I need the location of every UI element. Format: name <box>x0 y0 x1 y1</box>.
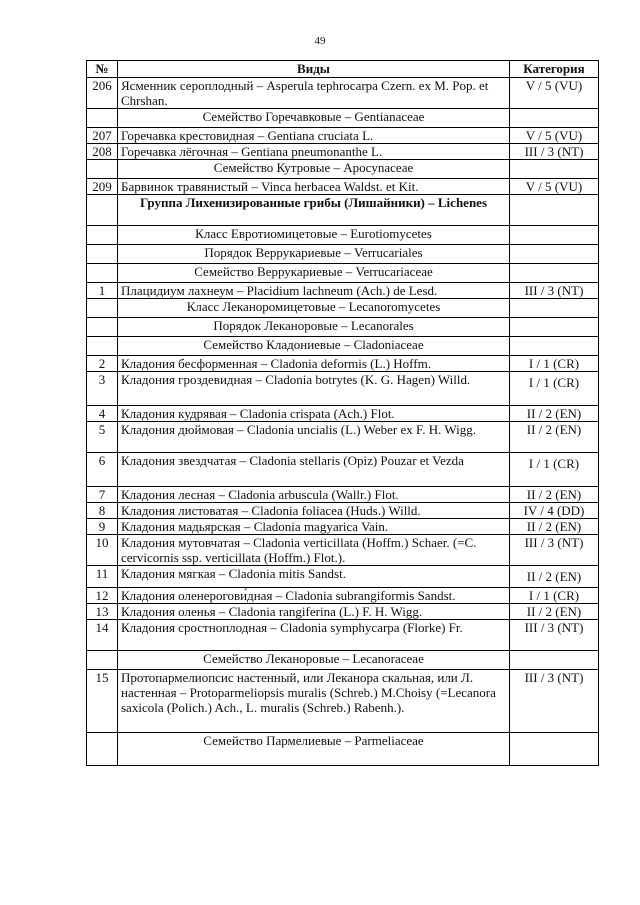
taxon-group: Семейство Кладониевые – Cladoniaceae <box>118 337 510 356</box>
category-value <box>510 226 599 245</box>
table-row <box>87 226 599 245</box>
species-name: Ясменник сероплодный – Asperula tephrocarpa Czern. ex M. Pop. et Chrshan. <box>118 78 510 109</box>
category-value: II / 2 (EN) <box>510 604 599 620</box>
table-row <box>87 651 599 670</box>
species-name: Кладония оленья – Cladonia rangiferina (L.) F. H. Wigg. <box>118 604 510 620</box>
row-number: 12 <box>87 588 118 604</box>
species-name: Протопармелиопсис настенный, или Леканора скальная, или Л. настенная – Protoparmeliopsis muralis (Schreb.) M.Choisy (=Lecanora saxicola (Polich.) Ach., L. muralis (Schreb.) Rabenh.). <box>118 670 510 733</box>
table-row <box>87 195 599 226</box>
row-number <box>87 226 118 245</box>
row-number <box>87 337 118 356</box>
category-value <box>510 299 599 318</box>
category-value: I / 1 (CR) <box>510 453 599 487</box>
category-value <box>510 264 599 283</box>
category-value: IV / 4 (DD) <box>510 503 599 519</box>
species-name: Кладония мадьярская – Cladonia magyarica Vain. <box>118 519 510 535</box>
taxon-group-title: Группа Лихенизированные грибы (Лишайники) – Lichenes <box>118 195 510 226</box>
category-value: V / 5 (VU) <box>510 128 599 144</box>
table-row <box>87 519 599 535</box>
table-row <box>87 733 599 766</box>
category-value: II / 2 (EN) <box>510 519 599 535</box>
table-row <box>87 299 599 318</box>
category-value: III / 3 (NT) <box>510 283 599 299</box>
table-row <box>87 144 599 160</box>
species-name: Кладония сростноплодная – Cladonia symphycarpa (Florke) Fr. <box>118 620 510 651</box>
table-row <box>87 264 599 283</box>
row-number: 207 <box>87 128 118 144</box>
taxon-group: Семейство Кутровые – Apocynaceae <box>118 160 510 179</box>
table-row <box>87 109 599 128</box>
category-value <box>510 733 599 766</box>
row-number <box>87 160 118 179</box>
row-number: 208 <box>87 144 118 160</box>
category-value <box>510 109 599 128</box>
species-name: Кладония дюймовая – Cladonia uncialis (L.) Weber ex F. H. Wigg. <box>118 422 510 453</box>
category-value <box>510 160 599 179</box>
taxon-group: Класс Евротиомицетовые – Eurotiomycetes <box>118 226 510 245</box>
row-number: 3 <box>87 372 118 406</box>
species-name: Горечавка лёгочная – Gentiana pneumonanthe L. <box>118 144 510 160</box>
table-row <box>87 566 599 588</box>
taxon-group: Порядок Леканоровые – Lecanorales <box>118 318 510 337</box>
category-value: I / 1 (CR) <box>510 588 599 604</box>
category-value: II / 2 (EN) <box>510 422 599 453</box>
species-name: Плацидиум лахнеум – Placidium lachneum (Ach.) de Lesd. <box>118 283 510 299</box>
row-number: 14 <box>87 620 118 651</box>
row-number: 7 <box>87 487 118 503</box>
row-number: 209 <box>87 179 118 195</box>
category-value <box>510 318 599 337</box>
header-category: Категория <box>510 61 599 78</box>
row-number <box>87 733 118 766</box>
table-row <box>87 245 599 264</box>
row-number <box>87 651 118 670</box>
category-value: III / 3 (NT) <box>510 670 599 733</box>
species-name: Кладония оленерогови́дная – Cladonia subrangiformis Sandst. <box>118 588 510 604</box>
table-row <box>87 318 599 337</box>
category-value: V / 5 (VU) <box>510 78 599 109</box>
species-name: Кладония гроздевидная – Cladonia botrytes (K. G. Hagen) Willd. <box>118 372 510 406</box>
table-row <box>87 356 599 372</box>
table-row <box>87 422 599 453</box>
page-number: 49 <box>314 35 326 47</box>
row-number: 13 <box>87 604 118 620</box>
species-name: Кладония кудрявая – Cladonia crispata (Ach.) Flot. <box>118 406 510 422</box>
species-name: Кладония листоватая – Cladonia foliacea (Huds.) Willd. <box>118 503 510 519</box>
row-number: 5 <box>87 422 118 453</box>
table-row <box>87 620 599 651</box>
species-name: Кладония бесформенная – Cladonia deformis (L.) Hoffm. <box>118 356 510 372</box>
row-number <box>87 299 118 318</box>
row-number: 15 <box>87 670 118 733</box>
table-row <box>87 487 599 503</box>
row-number: 8 <box>87 503 118 519</box>
category-value: II / 2 (EN) <box>510 406 599 422</box>
row-number: 9 <box>87 519 118 535</box>
row-number: 206 <box>87 78 118 109</box>
taxon-group: Семейство Пармелиевые – Parmeliaceae <box>118 733 510 766</box>
table-header-row <box>87 61 599 78</box>
table-row <box>87 670 599 733</box>
category-value: I / 1 (CR) <box>510 372 599 406</box>
taxon-group: Семейство Горечавковые – Gentianaceae <box>118 109 510 128</box>
category-value: III / 3 (NT) <box>510 144 599 160</box>
row-number <box>87 318 118 337</box>
table-row <box>87 160 599 179</box>
taxon-group: Порядок Веррукариевые – Verrucariales <box>118 245 510 264</box>
species-name: Кладония лесная – Cladonia arbuscula (Wallr.) Flot. <box>118 487 510 503</box>
species-name: Кладония мутовчатая – Cladonia verticillata (Hoffm.) Schaer. (=C. cervicornis ssp. verticillata (Hoffm.) Flot.). <box>118 535 510 566</box>
species-name: Горечавка крестовидная – Gentiana cruciata L. <box>118 128 510 144</box>
table-row <box>87 503 599 519</box>
taxon-group: Семейство Леканоровые – Lecanoraceae <box>118 651 510 670</box>
category-value: II / 2 (EN) <box>510 487 599 503</box>
header-species: Виды <box>118 61 510 78</box>
category-value: V / 5 (VU) <box>510 179 599 195</box>
table-row <box>87 128 599 144</box>
red-list-table <box>86 60 599 766</box>
category-value <box>510 245 599 264</box>
table-row <box>87 372 599 406</box>
taxon-group: Семейство Веррукариевые – Verrucariaceae <box>118 264 510 283</box>
row-number: 11 <box>87 566 118 588</box>
category-value <box>510 337 599 356</box>
row-number: 6 <box>87 453 118 487</box>
header-number: № <box>87 61 118 78</box>
species-name: Кладония мягкая – Cladonia mitis Sandst. <box>118 566 510 588</box>
row-number <box>87 264 118 283</box>
category-value <box>510 195 599 226</box>
table-row <box>87 535 599 566</box>
row-number <box>87 109 118 128</box>
category-value: II / 2 (EN) <box>510 566 599 588</box>
table-row <box>87 604 599 620</box>
table-row <box>87 588 599 604</box>
table-row <box>87 179 599 195</box>
category-value: III / 3 (NT) <box>510 535 599 566</box>
row-number: 10 <box>87 535 118 566</box>
row-number: 1 <box>87 283 118 299</box>
table-row <box>87 453 599 487</box>
species-name: Барвинок травянистый – Vinca herbacea Waldst. et Kit. <box>118 179 510 195</box>
table-row <box>87 283 599 299</box>
category-value: III / 3 (NT) <box>510 620 599 651</box>
taxon-group: Класс Леканоромицетовые – Lecanoromycetes <box>118 299 510 318</box>
species-name: Кладония звездчатая – Cladonia stellaris (Opiz) Pouzar et Vezda <box>118 453 510 487</box>
row-number <box>87 195 118 226</box>
row-number: 2 <box>87 356 118 372</box>
category-value <box>510 651 599 670</box>
table-row <box>87 406 599 422</box>
table-row <box>87 337 599 356</box>
table-row <box>87 78 599 109</box>
row-number <box>87 245 118 264</box>
category-value: I / 1 (CR) <box>510 356 599 372</box>
row-number: 4 <box>87 406 118 422</box>
